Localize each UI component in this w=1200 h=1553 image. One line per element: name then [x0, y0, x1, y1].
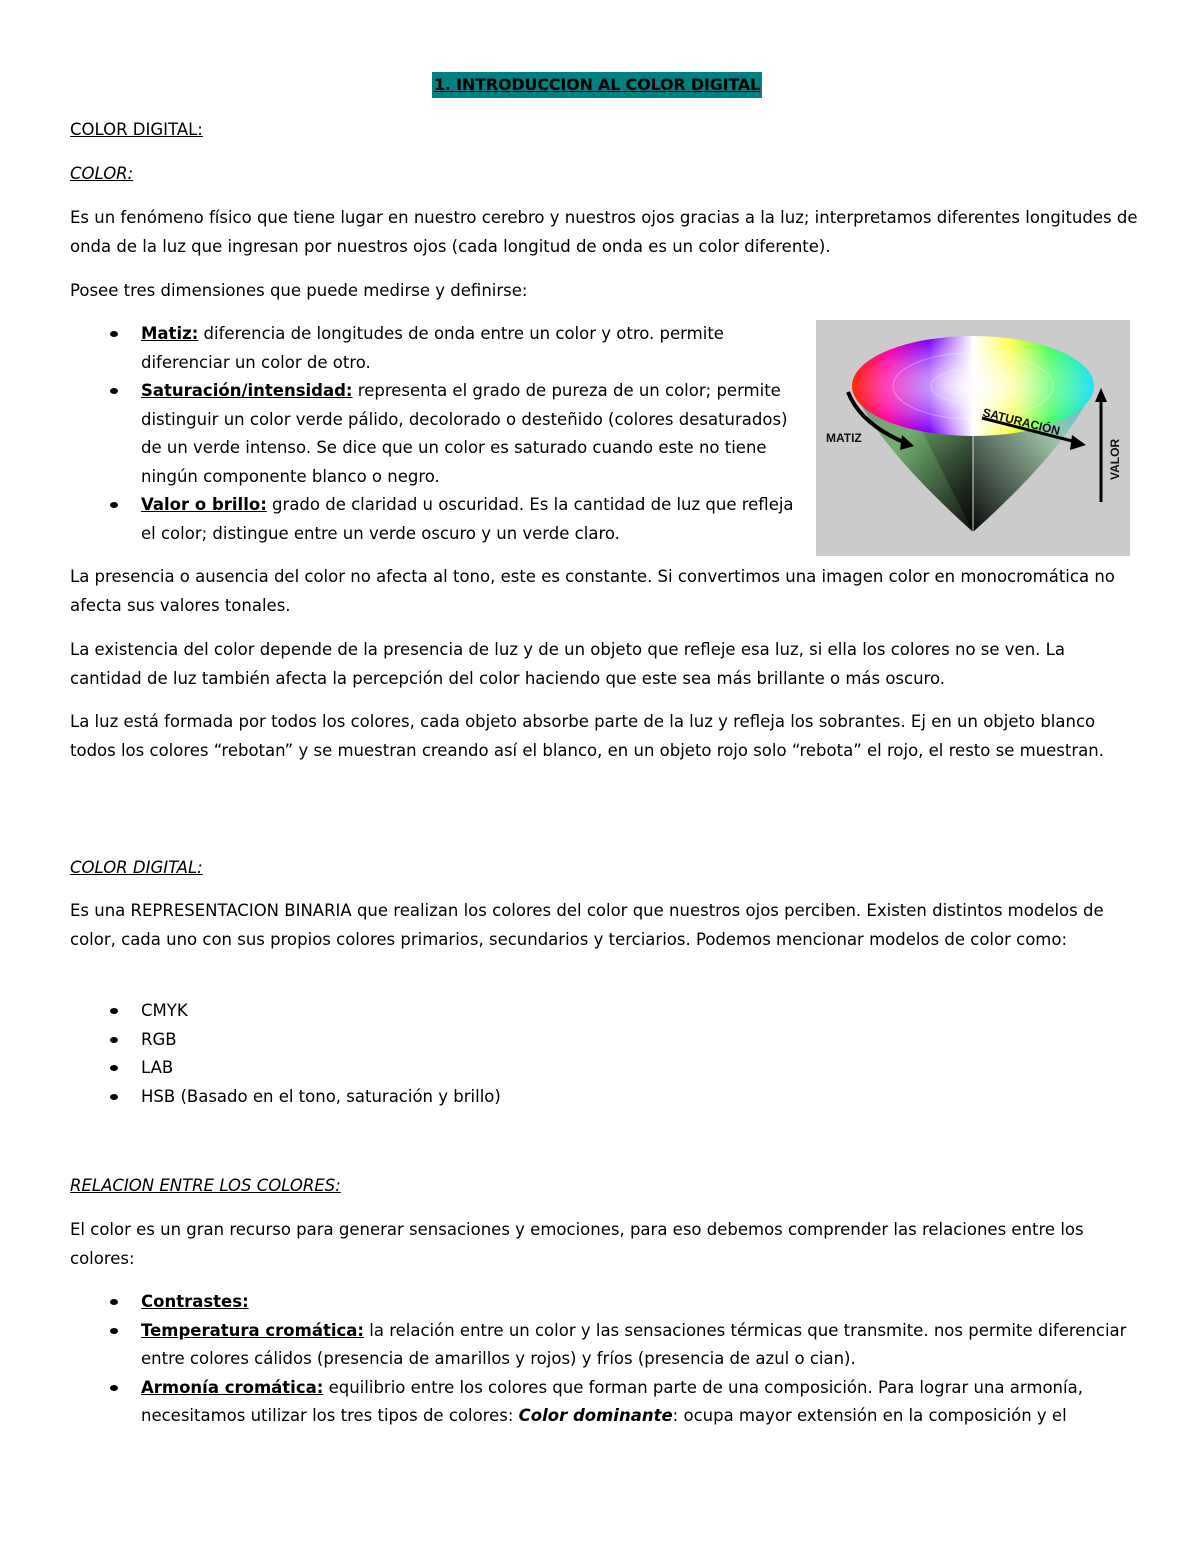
- paragraph-presencia: La presencia o ausencia del color no afecta al tono, este es constante. Si convertimos una imagen color en monocromática no afecta sus valores tonales.: [70, 567, 1115, 615]
- paragraph-relacion: El color es un gran recurso para generar sensaciones y emociones, para eso debemos comprender las relaciones entre los colores:: [70, 1220, 1084, 1268]
- dimensions-list: [70, 320, 810, 548]
- term-valor: Valor o brillo:: [141, 495, 267, 514]
- label-valor: VALOR: [1108, 438, 1122, 480]
- saturacion-arrowhead: [1070, 435, 1086, 450]
- definition-armonia: equilibrio entre los colores que forman parte de una composición. Para lograr una armonía, necesitamos utilizar los tres tipos de colores:: [141, 1377, 1083, 1425]
- list-item: [70, 377, 810, 491]
- valor-arrowhead: [1095, 388, 1107, 402]
- list-item: [70, 1374, 1140, 1431]
- paragraph-luz: La luz está formada por todos los colores, cada objeto absorbe parte de la luz y refleja los sobrantes. Ej en un objeto blanco todos los colores “rebotan” y se muestran creando así el blanco, en un objeto rojo solo “rebota” el rojo, el resto se muestran.: [70, 712, 1104, 760]
- label-matiz: MATIZ: [826, 431, 862, 445]
- section-heading-color-digital: COLOR DIGITAL:: [70, 120, 203, 139]
- subheading-color: COLOR:: [70, 164, 134, 183]
- dimensions-intro: Posee tres dimensiones que puede medirse y definirse:: [70, 281, 528, 300]
- term-matiz: Matiz:: [141, 324, 199, 343]
- hsv-cone-figure: [816, 320, 1130, 556]
- paragraph-color-digital: Es una REPRESENTACION BINARIA que realizan los colores del color que nuestros ojos perciben. Existen distintos modelos de color, cada uno con sus propios colores primarios, secundarios y terciarios. Podemos mencionar modelos de color como:: [70, 901, 1104, 949]
- subheading-color-digital: COLOR DIGITAL:: [70, 858, 203, 877]
- color-definition-paragraph: Es un fenómeno físico que tiene lugar en nuestro cerebro y nuestros ojos gracias a la luz; interpretamos diferentes longitudes de onda de la luz que ingresan por nuestros ojos (cada longitud de onda es un color diferente).: [70, 208, 1138, 256]
- list-item: [70, 1288, 1140, 1317]
- paragraph-existencia: La existencia del color depende de la presencia de luz y de un objeto que refleje esa luz, si ella los colores no se ven. La cantidad de luz también afecta la percepción del color haciendo que este sea más brillante o más oscuro.: [70, 640, 1065, 688]
- color-models-list: [70, 997, 1140, 1111]
- label-saturacion: SATURACIÓN: [981, 405, 1062, 439]
- list-item: [70, 1317, 1140, 1374]
- definition-valor: grado de claridad u oscuridad. Es la cantidad de luz que refleja el color; distingue entre un verde oscuro y un verde claro.: [141, 495, 794, 543]
- list-item: HSB (Basado en el tono, saturación y brillo): [70, 1083, 1140, 1112]
- definition-color-dominante: : ocupa mayor extensión en la composición y el: [672, 1406, 1067, 1425]
- term-contrastes: Contrastes:: [141, 1292, 249, 1311]
- definition-matiz: diferencia de longitudes de onda entre un color y otro. permite diferenciar un color de otro.: [141, 324, 724, 372]
- list-item: [70, 320, 810, 377]
- definition-saturacion: representa el grado de pureza de un color; permite distinguir un color verde pálido, decolorado o desteñido (colores desaturados) de un verde intenso. Se dice que un color es saturado cuando este no tiene ningún componente blanco o negro.: [141, 381, 788, 486]
- term-temperatura: Temperatura cromática:: [141, 1320, 365, 1340]
- term-saturacion: Saturación/intensidad:: [141, 381, 353, 400]
- subheading-relacion: RELACION ENTRE LOS COLORES:: [70, 1176, 341, 1195]
- list-item: LAB: [70, 1054, 1140, 1083]
- hsv-cone-illustration: [816, 320, 1130, 556]
- definition-temperatura: la relación entre un color y las sensaciones térmicas que transmite. nos permite diferenciar entre colores cálidos (presencia de amarillos y rojos) y fríos (presencia de azul o cian).: [141, 1320, 1127, 1368]
- term-armonia: Armonía cromática:: [141, 1377, 324, 1397]
- list-item: CMYK: [70, 997, 1140, 1026]
- list-item: [70, 491, 810, 548]
- list-item: RGB: [70, 1026, 1140, 1055]
- term-color-dominante: Color dominante: [518, 1406, 673, 1425]
- page-title: 1. INTRODUCCION AL COLOR DIGITAL: [432, 72, 762, 98]
- relaciones-list: [70, 1288, 1140, 1431]
